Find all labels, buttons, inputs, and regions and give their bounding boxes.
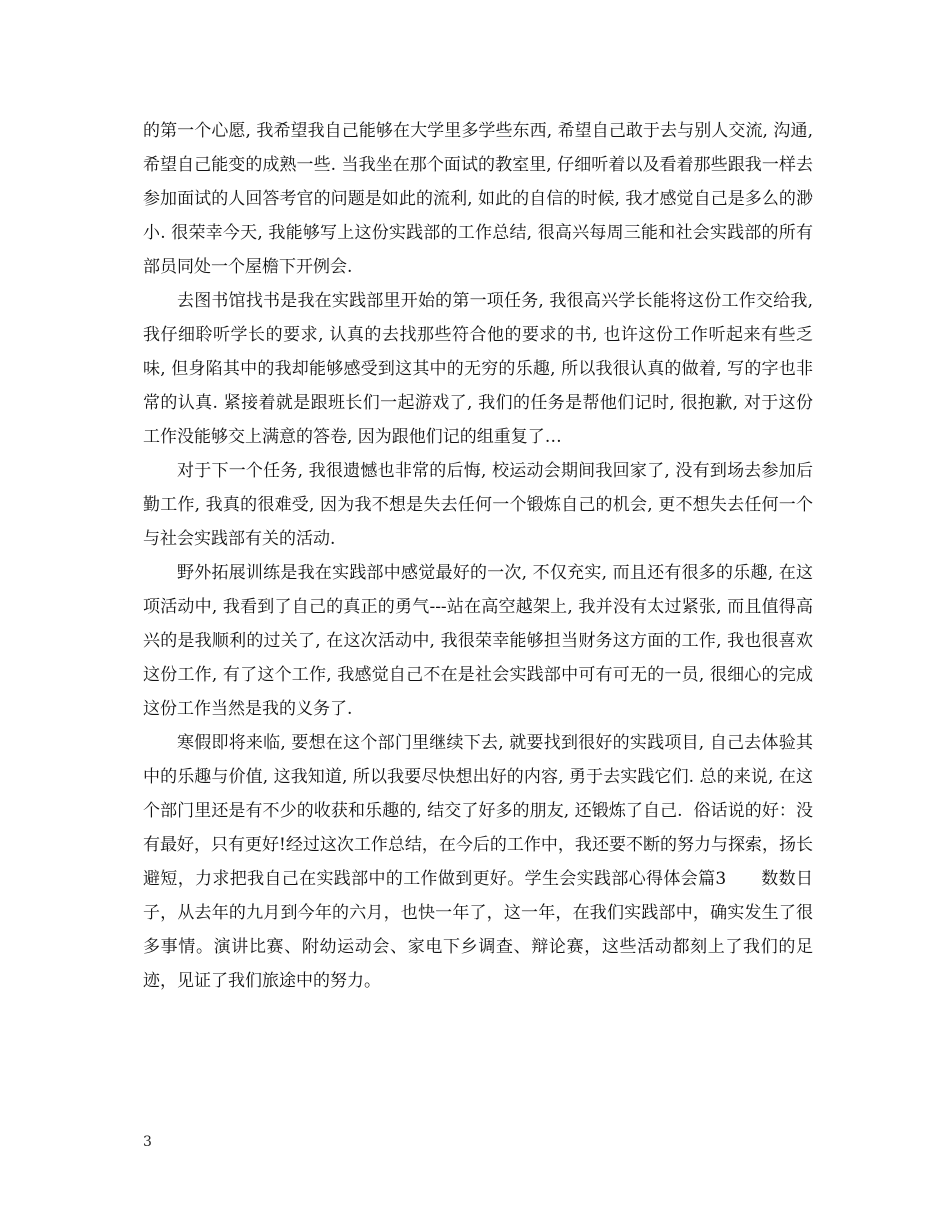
paragraph-5: 寒假即将来临, 要想在这个部门里继续下去, 就要找到很好的实践项目, 自己去体验其中的乐趣与价值, 这我知道, 所以我要尽快想出好的内容, 勇于去实践它们. 总的来说, 在这个部门里还是有不少的收获和乐趣的, 结交了好多的朋友, 还锻炼了自己. 俗话说的好：没有最好，只有更好!经过这次工作总结，在今后的工作中，我还要不断的努力与探索，扬长避短，力求把我自己在实践部中的工作做到更好。学生会实践部心得体会篇3 数数日子，从去年的九月到今年的六月，也快一年了，这一年，在我们实践部中，确实发生了很多事情。演讲比赛、附幼运动会、家电下乡调查、辩论赛，这些活动都刻上了我们的足迹，见证了我们旅途中的努力。 xyxy=(143,733,813,991)
paragraph-1: 的第一个心愿, 我希望我自己能够在大学里多学些东西, 希望自己敢于去与别人交流, 沟通, 希望自己能变的成熟一些. 当我坐在那个面试的教室里, 仔细听着以及看着那些跟我一样去参加面试的人回答考官的问题是如此的流利, 如此的自信的时候, 我才感觉自己是多么的渺小. 很荣幸今天, 我能够写上这份实践部的工作总结, 很高兴每周三能和社会实践部的所有部员同处一个屋檐下开例会. xyxy=(143,121,819,277)
page-number: 3 xyxy=(143,1134,152,1150)
paragraph-3: 对于下一个任务, 我很遗憾也非常的后悔, 校运动会期间我回家了, 没有到场去参加后勤工作, 我真的很难受, 因为我不想是失去任何一个锻炼自己的机会, 更不想失去任何一个与社会实践部有关的活动. xyxy=(143,461,813,549)
paragraph-4: 野外拓展训练是我在实践部中感觉最好的一次, 不仅充实, 而且还有很多的乐趣, 在这项活动中, 我看到了自己的真正的勇气---站在高空越架上, 我并没有太过紧张, 而且值得高兴的是我顺利的过关了, 在这次活动中, 我很荣幸能够担当财务这方面的工作, 我也很喜欢这份工作, 有了这个工作, 我感觉自己不在是社会实践部中可有可无的一员, 很细心的完成这份工作当然是我的义务了. xyxy=(143,563,813,719)
document-body xyxy=(143,114,819,998)
paragraph-2: 去图书馆找书是我在实践部里开始的第一项任务, 我很高兴学长能将这份工作交给我, 我仔细聆听学长的要求, 认真的去找那些符合他的要求的书, 也许这份工作听起来有些乏味, 但身陷其中的我却能够感受到这其中的无穷的乐趣, 所以我很认真的做着, 写的字也非常的认真. 紧接着就是跟班长们一起游戏了, 我们的任务是帮他们记时, 很抱歉, 对于这份工作没能够交上满意的答卷, 因为跟他们记的组重复了… xyxy=(143,291,819,447)
